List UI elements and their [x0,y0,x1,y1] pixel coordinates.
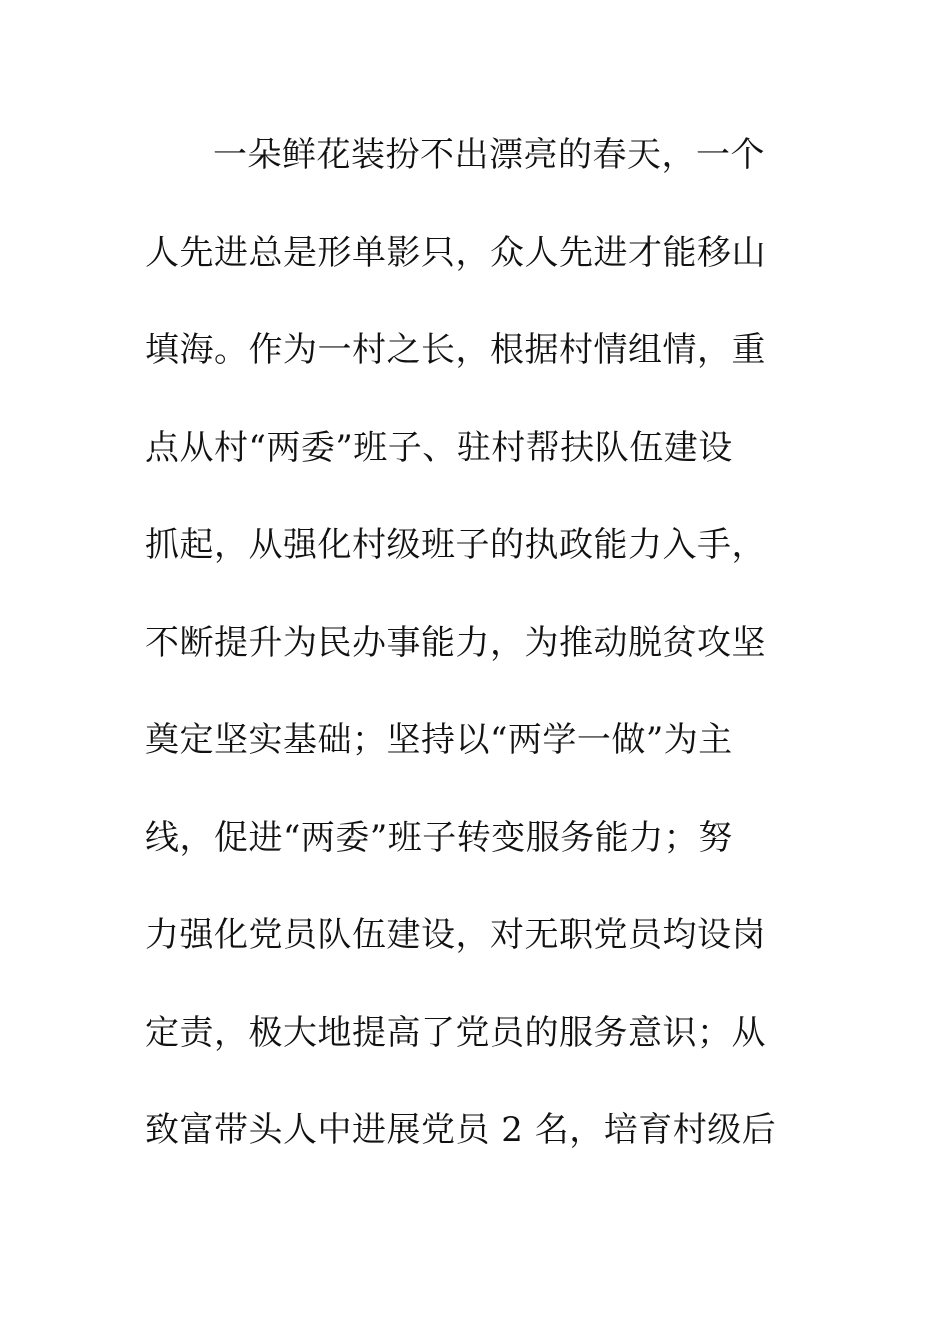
text-line: 抓起，从强化村级班子的执政能力入手， [145,525,766,565]
text-line: 点从村“两委”班子、驻村帮扶队伍建设 [145,427,733,468]
text-line: 不断提升为民办事能力，为推动脱贫攻坚 [145,622,766,663]
text-line: 定责，极大地提高了党员的服务意识；从 [145,1012,766,1053]
text-line: 力强化党员队伍建设，对无职党员均设岗 [145,915,766,955]
text-line: 填海。作为一村之长，根据村情组情，重 [145,330,766,370]
text-line: 奠定坚实基础；坚持以“两学一做”为主 [145,720,733,760]
body-paragraph [145,126,785,1199]
text-line: 线，促进“两委”班子转变服务能力；努 [145,817,733,858]
text-line: 一朵鲜花装扮不出漂亮的春天，一个 [213,135,765,175]
text-line: 人先进总是形单影只，众人先进才能移山 [145,232,766,273]
text-line: 致富带头人中进展党员 2 名，培育村级后 [145,1110,777,1150]
